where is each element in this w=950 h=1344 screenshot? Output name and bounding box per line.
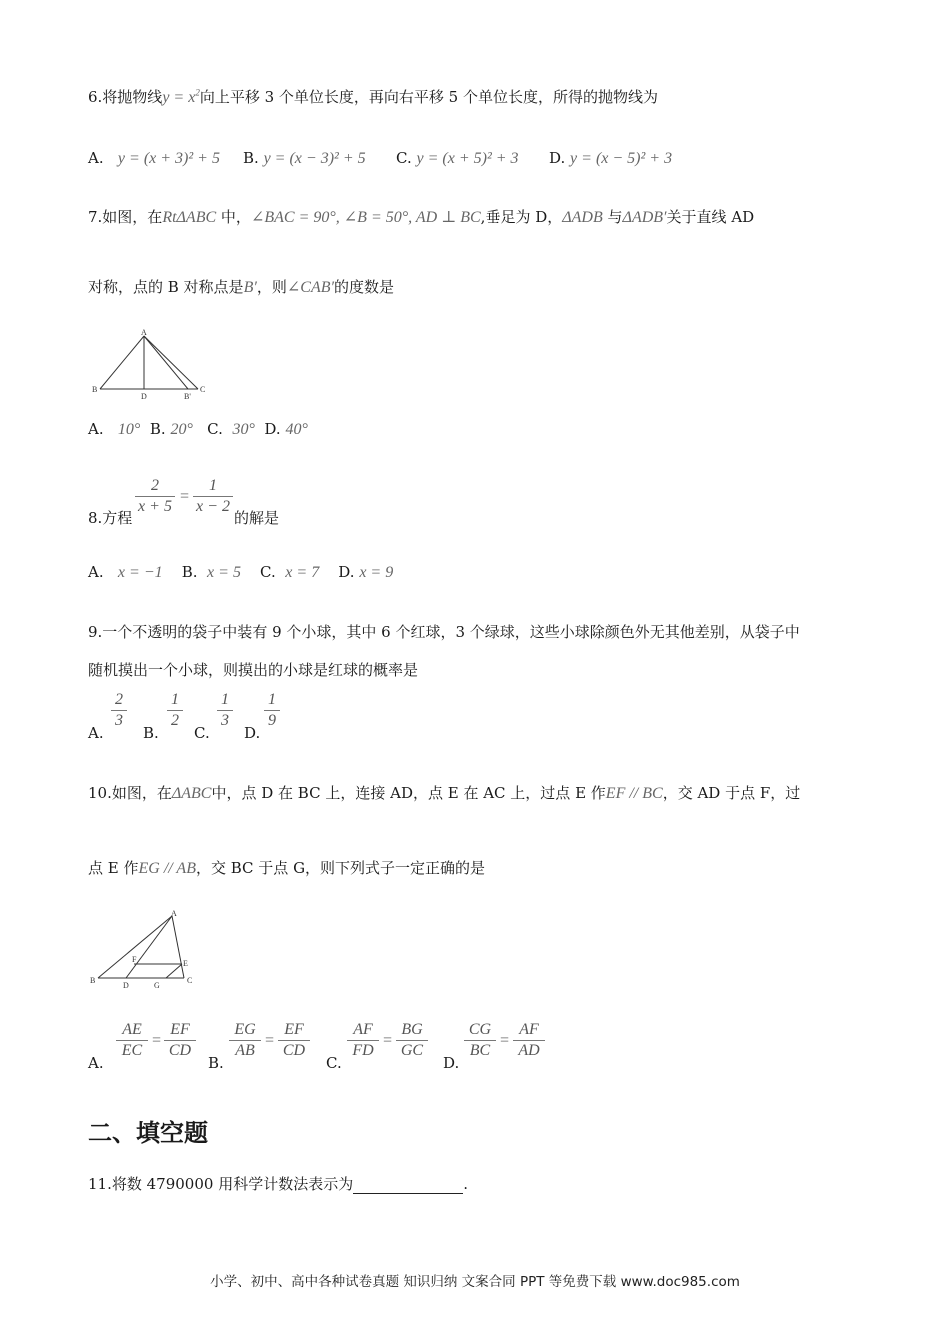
q8-fraction-left: $\frac{2}{x + 5}$ [135, 476, 175, 517]
q10-stem: 10.如图，在ΔABC中，点 D 在 BC 上，连接 AD，点 E 在 AC 上，过点 E 作EF // BC，交 AD 于点 F，过 [88, 784, 801, 802]
q10-triangle-figure [88, 908, 200, 992]
svg-text:C: C [200, 385, 206, 394]
q9-option-d-label: D. [244, 724, 261, 742]
q6-option-c: C. y = (x + 5)² + 3 [396, 149, 519, 167]
q10-option-b-left: $\frac{EG}{AB}$ [229, 1020, 261, 1061]
q8-equals: = [179, 488, 190, 505]
q7-stem: 7.如图，在RtΔABC 中，∠BAC = 90°, ∠B = 50°, AD ⊥ BC,垂足为 D，ΔADB 与ΔADB′关于直线 AD [88, 208, 755, 226]
svg-text:G: G [154, 981, 160, 990]
q10-option-b-eq: = [264, 1032, 275, 1049]
q9-option-a-fraction: $\frac{2}{3}$ [111, 690, 127, 731]
svg-text:D: D [123, 981, 129, 990]
q6-option-b: B. y = (x − 3)² + 5 [243, 149, 366, 167]
q10-option-c-left: $\frac{AF}{FD}$ [347, 1020, 379, 1061]
q9-option-b-fraction: $\frac{1}{2}$ [167, 690, 183, 731]
q6-option-a: A. y = (x + 3)² + 5 [88, 149, 220, 167]
q10-option-d-label: D. [443, 1054, 460, 1072]
q10-option-c-eq: = [382, 1032, 393, 1049]
q8-fraction-right: $\frac{1}{x - 2}$ [193, 476, 233, 517]
q9-option-b-label: B. [143, 724, 159, 742]
svg-text:F: F [132, 955, 137, 964]
q11-stem: 11.将数 4790000 用科学计数法表示为 . [88, 1175, 468, 1193]
q9-option-c-fraction: $\frac{1}{3}$ [217, 690, 233, 731]
q10-option-d-right: $\frac{AF}{AD}$ [513, 1020, 545, 1061]
q10-option-b-right: $\frac{EF}{CD}$ [278, 1020, 310, 1061]
svg-text:A: A [141, 328, 147, 337]
q10-option-a-left: $\frac{AE}{EC}$ [116, 1020, 148, 1061]
svg-text:C: C [187, 976, 193, 985]
q9-stem-line2: 随机摸出一个小球，则摸出的小球是红球的概率是 [88, 661, 419, 679]
svg-text:D: D [141, 392, 147, 400]
q6-math: $y = x^2$ [162, 87, 200, 106]
q10-option-a-label: A. [88, 1054, 104, 1072]
q10-option-c-label: C. [326, 1054, 342, 1072]
svg-text:B: B [90, 976, 96, 985]
svg-text:B: B [92, 385, 98, 394]
q8-options: A. x = −1 B. x = 5 C. x = 7 D. x = 9 [88, 563, 394, 581]
q10-option-a-eq: = [151, 1032, 162, 1049]
q10-option-a-right: $\frac{EF}{CD}$ [164, 1020, 196, 1061]
q9-stem-line1: 9.一个不透明的袋子中装有 9 个小球，其中 6 个红球，3 个绿球，这些小球除颜色外无其他差别，从袋子中 [88, 623, 800, 641]
q7-stem-line2: 对称，点的 B 对称点是B′，则∠CAB′的度数是 [88, 278, 394, 296]
q6-text-pre: 6.将抛物线 [88, 88, 163, 106]
svg-text:E: E [183, 959, 188, 968]
q9-option-c-label: C. [194, 724, 210, 742]
q10-option-b-label: B. [208, 1054, 224, 1072]
q6-stem [88, 86, 658, 107]
q7-triangle-figure [88, 326, 218, 400]
svg-text:B': B' [184, 392, 191, 400]
svg-text:A: A [171, 909, 177, 918]
q6-text-post: 向上平移 3 个单位长度，再向右平移 5 个单位长度，所得的抛物线为 [199, 88, 658, 106]
q10-option-c-right: $\frac{BG}{GC}$ [396, 1020, 428, 1061]
section-heading-fill-in: 二、填空题 [88, 1119, 208, 1147]
q10-option-d-left: $\frac{CG}{BC}$ [464, 1020, 496, 1061]
page-footer: 小学、初中、高中各种试卷真题 知识归纳 文案合同 PPT 等免费下载 www.doc985.com [210, 1274, 740, 1290]
q6-option-d: D. y = (x − 5)² + 3 [549, 149, 673, 167]
q8-post: 的解是 [234, 509, 280, 527]
q8-pre: 8.方程 [88, 509, 133, 527]
q7-options: A. 10° B. 20° C. 30° D. 40° [88, 420, 308, 438]
q10-stem-line2: 点 E 作EG // AB，交 BC 于点 G，则下列式子一定正确的是 [88, 859, 486, 877]
q11-answer-blank[interactable] [353, 1179, 463, 1194]
q9-option-d-fraction: $\frac{1}{9}$ [264, 690, 280, 731]
q9-option-a-label: A. [88, 724, 104, 742]
q10-option-d-eq: = [499, 1032, 510, 1049]
